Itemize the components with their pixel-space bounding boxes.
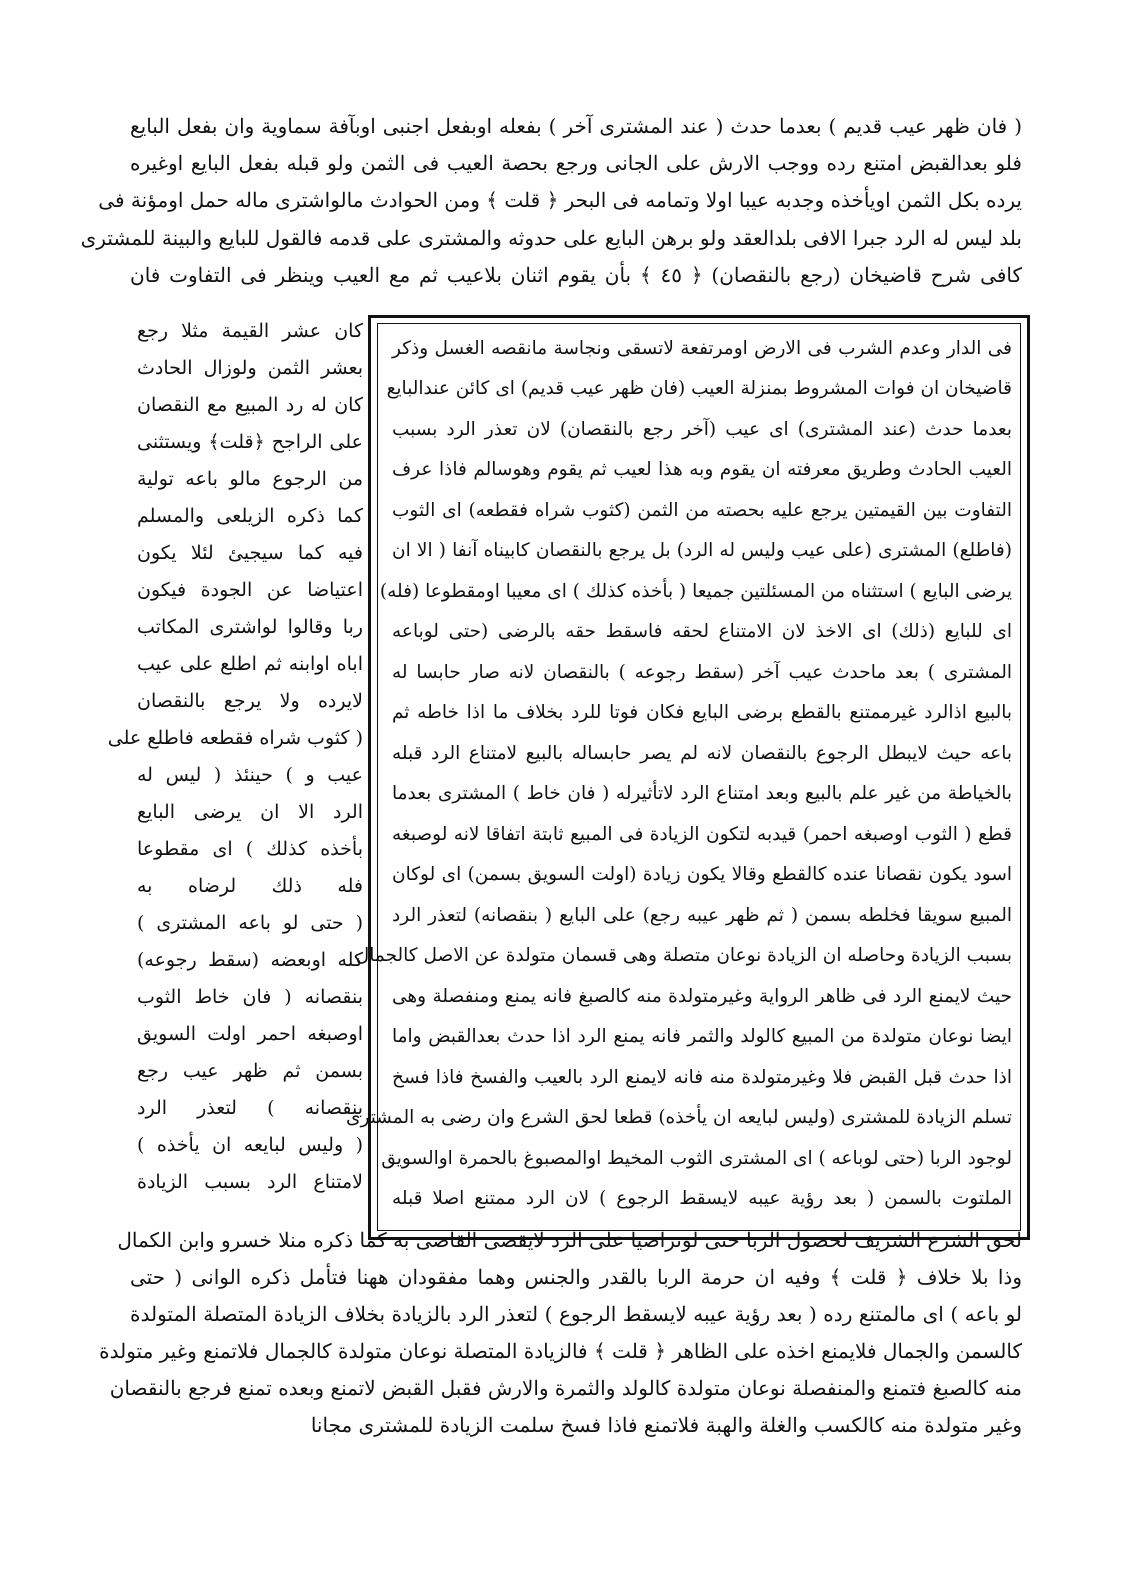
text-line: كافى شرح قاضيخان (رجع بالنقصان) ﴿ ٤٥ ﴾ بأن يقوم اثنان بلاعيب ثم مع العيب وينظر فى التفاوت فان bbox=[130, 263, 1022, 287]
text-line: اى للبايع (ذلك) اى الاخذ لان الامتناع لحقه فاسقط حقه بالرضى (حتى لوباعه bbox=[392, 621, 1012, 642]
text-line: كالسمن والجمال فلايمنع اخذه على الظاهر ﴿ قلت ﴾ فالزيادة المتصلة نوعان متولدة كالجمال فلاتمنع وغير متولدة bbox=[99, 1339, 1022, 1363]
text-line: اسود يكون نقصانا عنده كالقطع وقالا يكون زيادة (اولت السويق بسمن) اى لوكان bbox=[392, 864, 1012, 885]
text-line: بعشر الثمن ولوزال الحادث bbox=[137, 357, 363, 379]
text-line: لامتناع الرد بسبب الزيادة bbox=[137, 1171, 363, 1193]
text-line: بعدما حدث (عند المشترى) اى عيب (آخر رجع بالنقصان) لان تعذر الرد بسبب bbox=[392, 419, 1012, 440]
text-line: فله ذلك لرضاه به bbox=[137, 875, 363, 897]
text-line: التفاوت بين القيمتين يرجع عليه بحصته من الثمن (كثوب شراه فقطعه) اى الثوب bbox=[392, 500, 1012, 521]
text-line: ايضا نوعان متولدة من المبيع كالولد والثمر فانه يمنع الرد اذا حدث بعدالقبض واما bbox=[392, 1026, 1012, 1047]
text-line: اعتياضا عن الجودة فيكون bbox=[137, 579, 363, 601]
text-line: الرد الا ان يرضى البايع bbox=[137, 801, 363, 823]
text-line: تسلم الزيادة للمشترى (وليس لبايعه ان يأخذه) قطعا لحق الشرع وان رضى به المشترى bbox=[346, 1107, 1012, 1128]
text-line: بلد ليس له الرد جبرا الافى بلدالعقد ولو برهن البايع على حدوثه والمشترى على قدمه فالقول للبايع والبينة للمشترى bbox=[80, 226, 1022, 250]
text-line: يرضى البايع ) استثناه من المسئلتين جميعا ( بأخذه كذلك ) اى معيبا اومقطوعا (فله) bbox=[379, 581, 1012, 602]
text-line: لو باعه ) اى مالمتنع رده ( بعد رؤية عيبه لايسقط الرجوع ) لتعذر الرد بالزيادة بخلاف الزيادة المتصلة المتولدة bbox=[130, 1302, 1022, 1326]
text-line: ( حتى لو باعه المشترى ) bbox=[137, 912, 363, 934]
text-line: بسمن ثم ظهر عيب رجع bbox=[137, 1060, 363, 1082]
text-line: قطع ( الثوب اوصبغه احمر) قيدبه لتكون الزيادة فى المبيع ثابتة اتفاقا لانه لوصبغه bbox=[392, 824, 1012, 845]
text-line: ( وليس لبايعه ان يأخذه ) bbox=[137, 1134, 363, 1156]
text-line: العيب الحادث وطريق معرفته ان يقوم وبه هذا لعيب ثم يقوم وهوسالم فاذا عرف bbox=[392, 459, 1012, 480]
text-line: اباه اوابنه ثم اطلع على عيب bbox=[137, 653, 363, 675]
text-line: باعه حيث لايبطل الرجوع بالنقصان لانه لم يصر حابساله بالبيع لامتناع الرد قبله bbox=[392, 743, 1012, 764]
text-line: الملتوت بالسمن ( بعد رؤية عيبه لايسقط الرجوع ) لان الرد ممتنع اصلا قبله bbox=[392, 1188, 1012, 1209]
text-line: عيب و ) حينئذ ( ليس له bbox=[137, 764, 363, 786]
text-line: لوجود الربا (حتى لوباعه ) اى المشترى الثوب المخيط اوالمصبوغ بالحمرة اوالسويق bbox=[381, 1148, 1012, 1169]
text-line: كله اوبعضه (سقط رجوعه) bbox=[137, 949, 363, 971]
text-line: وغير متولدة منه كالكسب والغلة والهبة فلاتمنع فاذا فسخ سلمت الزيادة للمشترى مجانا bbox=[310, 1413, 1022, 1437]
text-line: ( فان ظهر عيب قديم ) بعدما حدث ( عند المشترى آخر ) بفعله اوبفعل اجنبى اوبآفة سماوية وان بفعل البايع bbox=[130, 114, 1022, 138]
text-line: من الرجوع مالو باعه تولية bbox=[137, 468, 363, 490]
text-line: فى الدار وعدم الشرب فى الارض اومرتفعة لاتسقى ونجاسة مانقصه الغسل وذكر bbox=[392, 338, 1012, 359]
text-line: لايرده ولا يرجع بالنقصان bbox=[137, 690, 363, 712]
text-line: بأخذه كذلك ) اى مقطوعا bbox=[137, 838, 363, 860]
text-line: بسبب الزيادة وحاصله ان الزيادة نوعان متصلة وهى قسمان متولدة عن الاصل كالجمال bbox=[355, 945, 1012, 966]
text-line: فيه كما سيجيئ لئلا يكون bbox=[137, 542, 363, 564]
text-line: اوصبغه احمر اولت السويق bbox=[137, 1023, 363, 1045]
text-line: وذا بلا خلاف ﴿ قلت ﴾ وفيه ان حرمة الربا بالقدر والجنس وهما مفقودان ههنا فتأمل ذكره الوانى ( حتى bbox=[130, 1265, 1022, 1289]
text-line: على الراجح ﴿قلت﴾ ويستثنى bbox=[137, 431, 363, 453]
text-line: بنقصانه ( فان خاط الثوب bbox=[137, 986, 363, 1008]
text-line: بالخياطة من غير علم بالبيع وبعد امتناع الرد لاتأثيرله ( فان خاط ) المشترى بعدما bbox=[392, 783, 1012, 804]
text-line: المشترى ) بعد ماحدث عيب آخر (سقط رجوعه ) بالنقصان لانه صار حابسا له bbox=[392, 662, 1012, 683]
text-line: فلو بعدالقبض امتنع رده ووجب الارش على الجانى ورجع بحصة العيب فى الثمن ولو قبله بفعل البايع اوغيره bbox=[130, 151, 1022, 175]
text-line: لحق الشرع الشريف لحصول الربا حتى لوتراضيا على الرد لايقضى القاضى به كما ذكره منلا خسرو وابن الكمال bbox=[117, 1228, 1022, 1252]
text-line: بالبيع اذالرد غيرممتنع بالقطع برضى البايع فكان فوتا للرد بخلاف ما اذا خاطه ثم bbox=[392, 702, 1012, 723]
text-line: كان عشر القيمة مثلا رجع bbox=[137, 320, 363, 342]
text-line: المبيع سويقا فخلطه بسمن ( ثم ظهر عيبه رجع) على البايع ( بنقصانه) لتعذر الرد bbox=[392, 905, 1012, 926]
text-line: اذا حدث قبل القبض فلا وغيرمتولدة منه فانه لايمنع الرد بالعيب والفسخ فاذا فسخ bbox=[392, 1067, 1012, 1088]
text-line: كان له رد المبيع مع النقصان bbox=[137, 394, 363, 416]
text-line: حيث لايمنع الرد فى ظاهر الرواية وغيرمتولدة منه كالصبغ فانه يمنع ومنفصلة وهى bbox=[392, 986, 1012, 1007]
text-line: قاضيخان ان فوات المشروط بمنزلة العيب (فان ظهر عيب قديم) اى كائن عندالبايع bbox=[386, 378, 1012, 399]
text-line: منه كالصبغ فتمنع والمنفصلة نوعان متولدة كالولد والثمرة والارش فقبل القبض لاتمنع وبعده تمنع فرجع بالنقصان bbox=[109, 1376, 1022, 1400]
text-line: يرده بكل الثمن اويأخذه وجدبه عيبا اولا وتمامه فى البحر ﴿ قلت ﴾ ومن الحوادث مالواشترى ماله حمل اومؤنة فى bbox=[98, 188, 1022, 212]
text-line: ربا وقالوا لواشترى المكاتب bbox=[137, 616, 363, 638]
text-line: (فاطلع) المشترى (على عيب وليس له الرد) بل يرجع بالنقصان كابيناه آنفا ( الا ان bbox=[392, 540, 1012, 561]
text-line: ( كثوب شراه فقطعه فاطلع على bbox=[107, 727, 363, 749]
text-line: بنقصانه ) لتعذر الرد bbox=[137, 1097, 363, 1119]
text-line: كما ذكره الزيلعى والمسلم bbox=[137, 505, 363, 527]
